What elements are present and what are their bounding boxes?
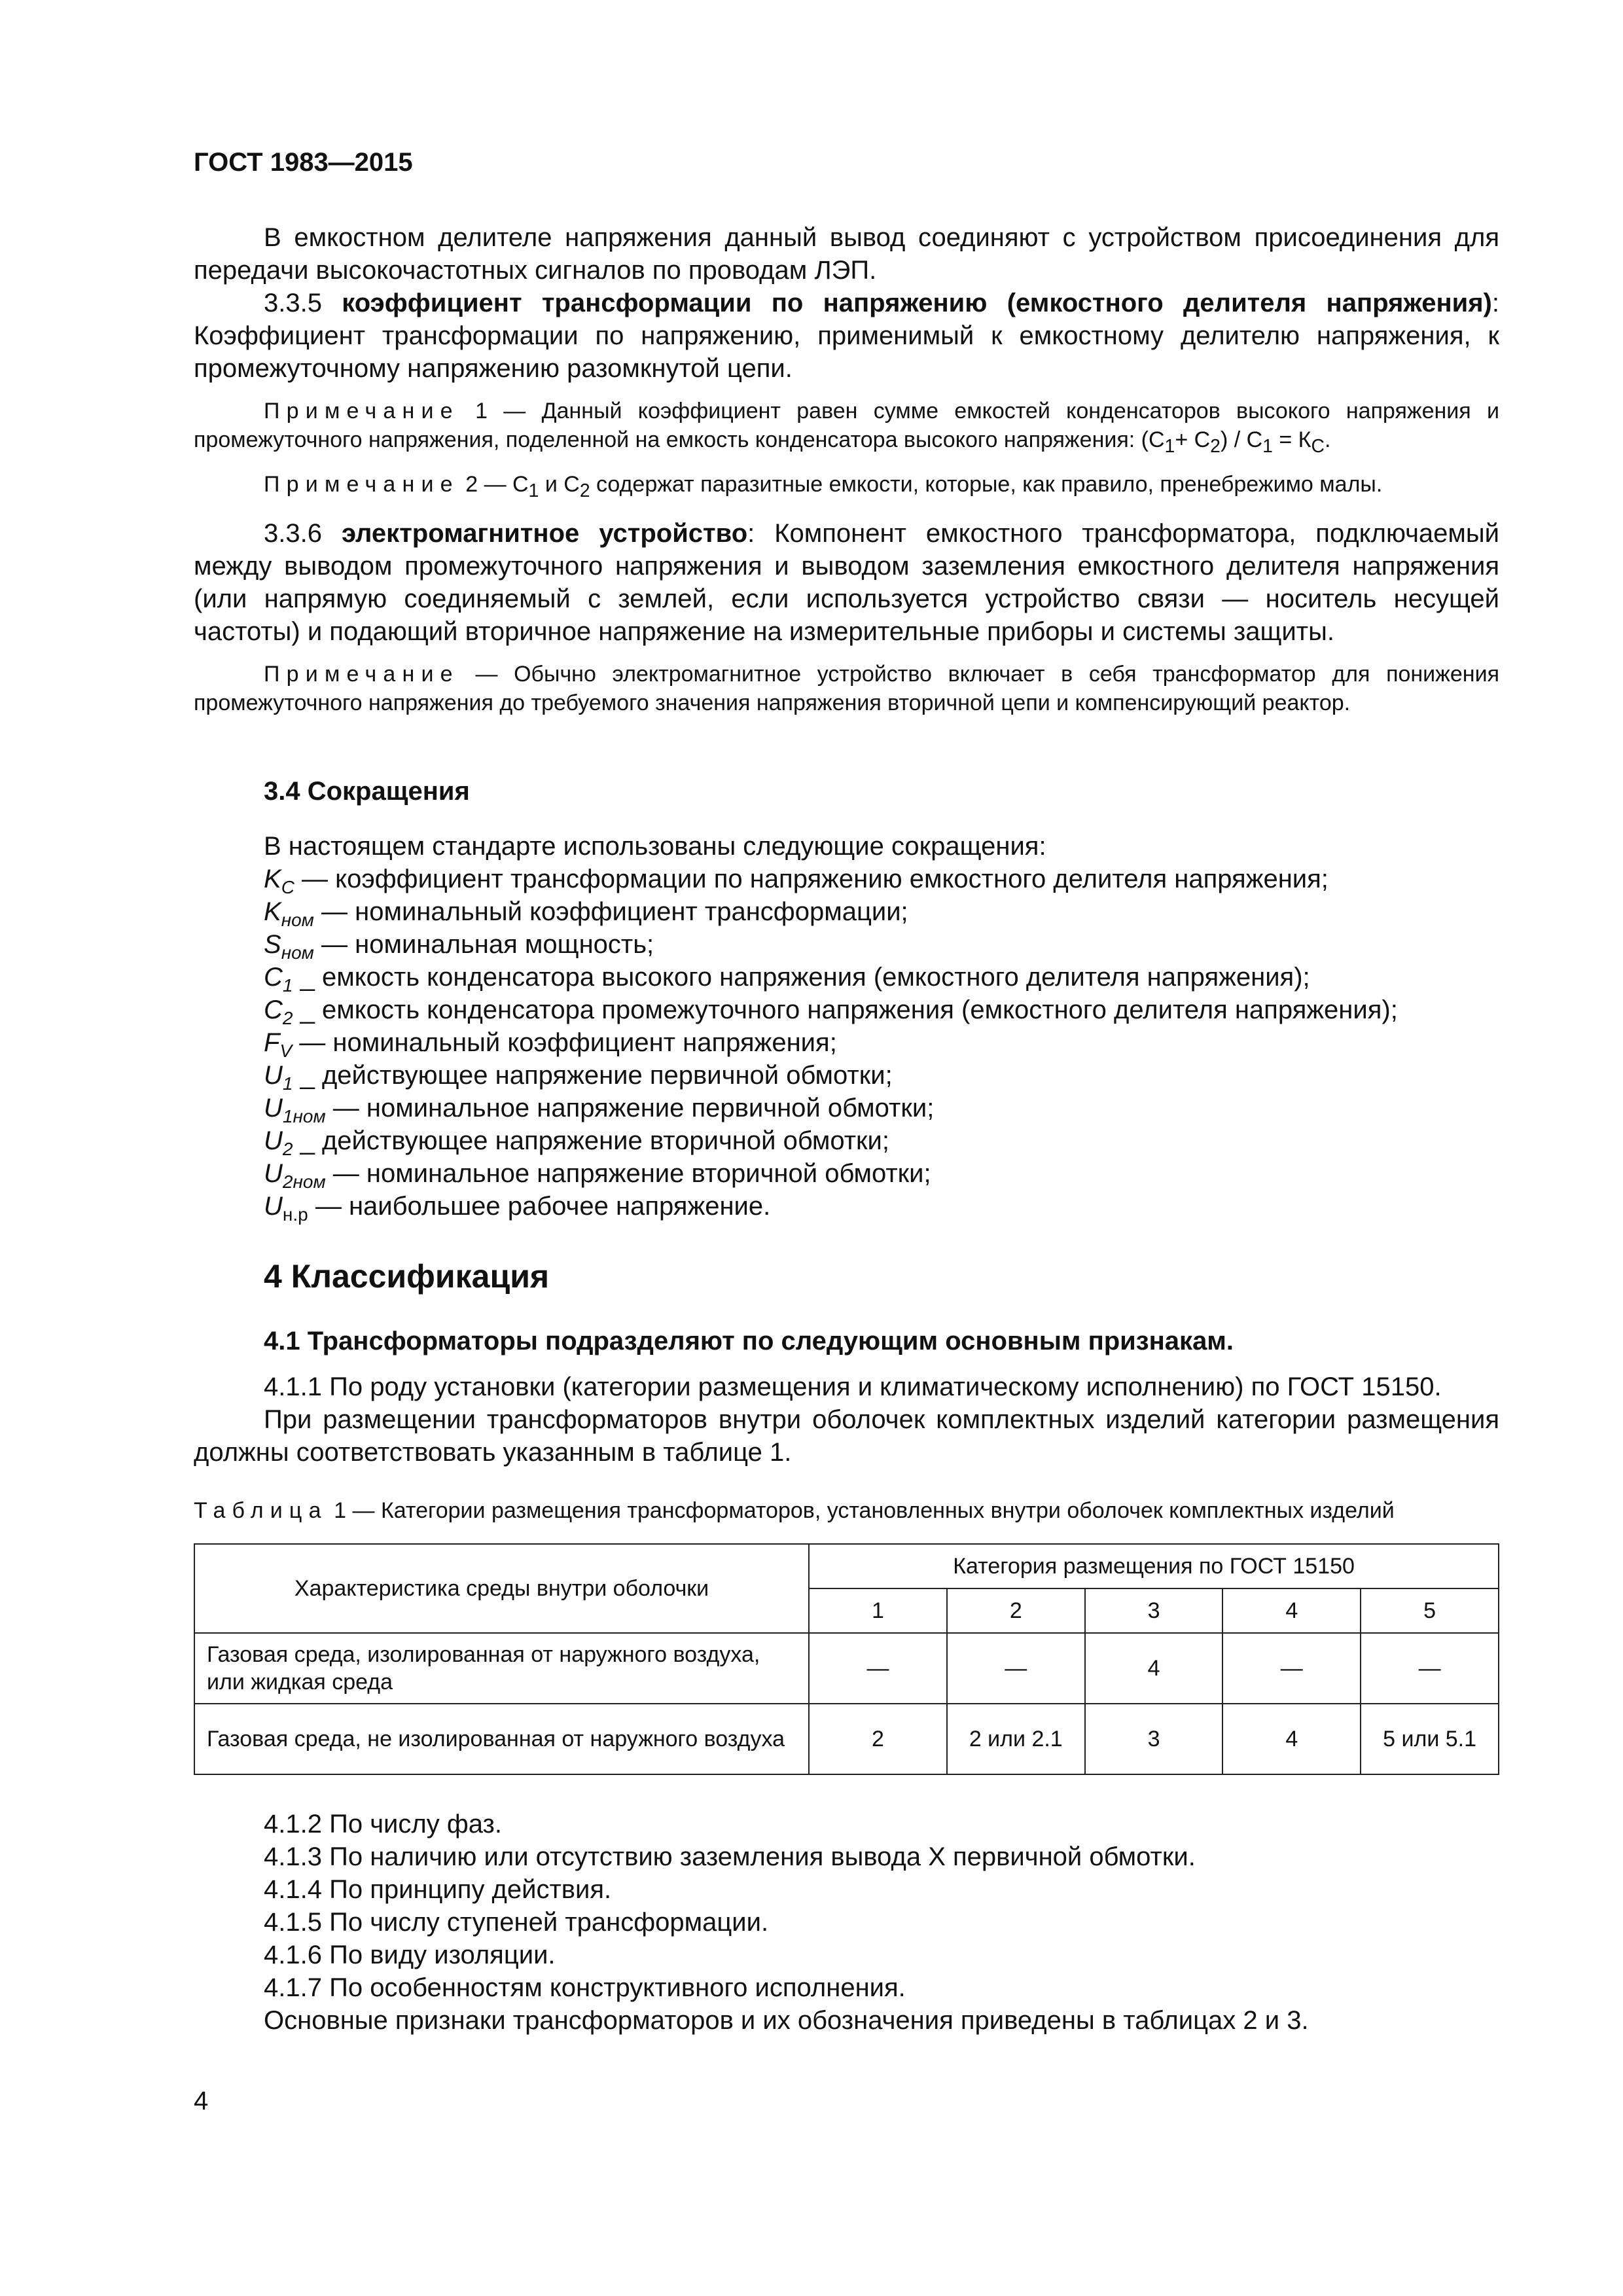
- category-header: 5: [1361, 1588, 1499, 1633]
- paragraph-4-1-1-b: При размещении трансформаторов внутри оболочек комплектных изделий категории размещения должны соответствовать указанным в таблице 1.: [194, 1405, 1499, 1467]
- note-1: Примечание 1 — Данный коэффициент равен сумме емкостей конденсаторов высокого напряжения и промежуточного напряжения, поделенной на емкость конденсатора высокого напряжения: $(С_1+ С_2) / С_1 = К_С$.: [194, 399, 1499, 457]
- abbreviation-symbol: $K_C$: [264, 865, 294, 897]
- note-text: — Обычно электромагнитное устройство включает в себя трансформатор для понижения промежуточного напряжения до требуемого значения напряжения вторичной цепи и компенсирующий реактор.: [194, 661, 1499, 715]
- abbreviation-item: [264, 1026, 1499, 1059]
- group-header: Категория размещения по ГОСТ 15150: [809, 1544, 1499, 1588]
- paragraph-intro: В емкостном делителе напряжения данный вывод соединяют с устройством присоединения для передачи высокочастотных сигналов по проводам ЛЭП.: [194, 223, 1499, 285]
- term: электромагнитное устройство: [341, 518, 748, 548]
- note-2: Примечание 2 — $С_1$ и $С_2$ содержат паразитные емкости, которые, как правило, пренебрежимо малы.: [264, 471, 1383, 501]
- section-heading: 3.4 Сокращения: [264, 777, 470, 806]
- paragraph-3-3-6: [194, 517, 1499, 648]
- classification-item: 4.1.7 По особенностям конструктивного исполнения.: [264, 1973, 906, 2002]
- abbreviation-text: _ емкость конденсатора высокого напряжения (емкостного делителя напряжения);: [293, 963, 1310, 992]
- page-number: 4: [194, 2087, 209, 2115]
- note-text: 1 — Данный коэффициент равен сумме емкостей конденсаторов высокого напряжения и промежуточного напряжения, поделенной на емкость конденсатора высокого напряжения: (С: [194, 399, 1499, 452]
- abbreviation-item: [264, 1092, 1499, 1124]
- abbreviation-symbol: $F_V$: [264, 1028, 293, 1061]
- abbreviation-symbol: $C_2$: [264, 996, 293, 1028]
- table-row: [194, 1633, 1499, 1704]
- definition: : Коэффициент трансформации по напряжению, применимый к емкостному делителю напряжения, к промежуточному напряжению разомкнутой цепи.: [194, 289, 1499, 383]
- abbreviations-list: [194, 863, 1499, 1223]
- caption-label: Таблица: [194, 1498, 328, 1523]
- abbreviation-symbol: $C_1$: [264, 963, 293, 996]
- table-cell: 4: [1085, 1633, 1223, 1704]
- abbreviation-text: — номинальный коэффициент трансформации;: [313, 897, 908, 926]
- classification-item: 4.1.3 По наличию или отсутствию заземления вывода Х первичной обмотки.: [264, 1842, 1196, 1871]
- caption-text: 1 — Категории размещения трансформаторов, установленных внутри оболочек комплектных изделий: [327, 1498, 1395, 1523]
- paragraph-4-1-1: 4.1.1 По роду установки (категории размещения и климатическому исполнению) по ГОСТ 15150.: [264, 1372, 1442, 1401]
- abbreviation-symbol: $U_{2ном}$: [264, 1159, 326, 1192]
- abbreviation-item: [264, 895, 1499, 928]
- abbreviation-text: — наибольшее рабочее напряжение.: [308, 1192, 771, 1221]
- classification-item: 4.1.4 По принципу действия.: [264, 1875, 612, 1904]
- row-label: Газовая среда, не изолированная от наружного воздуха: [194, 1704, 809, 1774]
- category-header: 3: [1085, 1588, 1223, 1633]
- table-cell: 3: [1085, 1704, 1223, 1774]
- section-3-4: [194, 775, 1499, 1223]
- note-label: Примечание: [264, 399, 459, 423]
- abbreviations-intro: В настоящем стандарте использованы следующие сокращения:: [264, 832, 1046, 861]
- paragraph-3-3-5: [194, 287, 1499, 385]
- abbreviation-text: — номинальный коэффициент напряжения;: [292, 1028, 837, 1057]
- column-header: Характеристика среды внутри оболочки: [194, 1544, 809, 1633]
- category-header: 4: [1222, 1588, 1361, 1633]
- abbreviation-text: _ емкость конденсатора промежуточного напряжения (емкостного делителя напряжения);: [293, 996, 1398, 1024]
- row-label: Газовая среда, изолированная от наружного воздуха, или жидкая среда: [194, 1633, 809, 1704]
- section-3-3: [194, 221, 1499, 717]
- abbreviation-item: [264, 961, 1499, 994]
- abbreviation-text: — номинальное напряжение первичной обмотки;: [325, 1094, 935, 1122]
- note-text: 2 — С: [459, 471, 529, 497]
- abbreviation-item: [264, 1157, 1499, 1190]
- section-4-continued: [194, 1808, 1499, 2037]
- classification-item: 4.1.2 По числу фаз.: [264, 1810, 502, 1839]
- page-header: ГОСТ 1983—2015: [194, 148, 413, 177]
- classification-item: Основные признаки трансформаторов и их обозначения приведены в таблицах 2 и 3.: [264, 2006, 1309, 2035]
- table-cell: 2: [809, 1704, 947, 1774]
- category-header: 1: [809, 1588, 947, 1633]
- abbreviation-symbol: $U_{1ном}$: [264, 1094, 326, 1126]
- section-4: [194, 1257, 1499, 1469]
- abbreviation-item: [264, 1124, 1499, 1157]
- abbreviation-text: _ действующее напряжение первичной обмотки;: [293, 1061, 893, 1090]
- section-heading: 4 Классификация: [264, 1258, 550, 1295]
- note-label: Примечание: [264, 471, 459, 497]
- abbreviation-symbol: $K_{ном}$: [264, 897, 314, 930]
- table-1: [194, 1543, 1499, 1775]
- abbreviation-text: — коэффициент трансформации по напряжению емкостного делителя напряжения;: [294, 865, 1329, 893]
- abbreviation-item: [264, 1190, 1499, 1223]
- abbreviation-text: _ действующее напряжение вторичной обмотки;: [293, 1126, 890, 1155]
- note-3: [194, 660, 1499, 717]
- clause-number: 3.3.5: [264, 289, 322, 317]
- classification-item: 4.1.6 По виду изоляции.: [264, 1941, 556, 1969]
- note-label: Примечание: [264, 661, 459, 687]
- abbreviation-symbol: $S_{ном}$: [264, 930, 314, 963]
- subsection-heading: 4.1 Трансформаторы подразделяют по следующим основным признакам.: [264, 1327, 1234, 1355]
- abbreviation-item: [264, 994, 1499, 1026]
- definition: : Компонент емкостного трансформатора, подключаемый между выводом промежуточного напряжения и выводом заземления емкостного делителя напряжения (или напрямую соединяемый с землей, если используется устройство связи — носитель несущей частоты) и подающий вторичное напряжение на измерительные приборы и системы защиты.: [194, 518, 1499, 646]
- table-caption: [194, 1496, 1499, 1525]
- abbreviation-text: — номинальное напряжение вторичной обмотки;: [325, 1159, 931, 1188]
- table-cell: 5 или 5.1: [1361, 1704, 1499, 1774]
- table-cell: 4: [1222, 1704, 1361, 1774]
- abbreviation-symbol: $U_{н.р}$: [264, 1192, 308, 1225]
- term: коэффициент трансформации по напряжению (емкостного делителя напряжения): [342, 289, 1492, 317]
- abbreviation-text: — номинальная мощность;: [313, 930, 654, 959]
- abbreviation-item: [264, 928, 1499, 961]
- table-cell: —: [947, 1633, 1085, 1704]
- classification-item: 4.1.5 По числу ступеней трансформации.: [264, 1908, 769, 1937]
- classification-items: [264, 1808, 1499, 2037]
- abbreviation-item: [264, 863, 1499, 895]
- abbreviation-symbol: $U_2$: [264, 1126, 293, 1159]
- clause-number: 3.3.6: [264, 518, 322, 548]
- abbreviation-item: [264, 1059, 1499, 1092]
- table-cell: —: [1222, 1633, 1361, 1704]
- category-header: 2: [947, 1588, 1085, 1633]
- table-cell: —: [809, 1633, 947, 1704]
- table-row: [194, 1704, 1499, 1774]
- abbreviation-symbol: $U_1$: [264, 1061, 293, 1094]
- table-cell: —: [1361, 1633, 1499, 1704]
- table-cell: 2 или 2.1: [947, 1704, 1085, 1774]
